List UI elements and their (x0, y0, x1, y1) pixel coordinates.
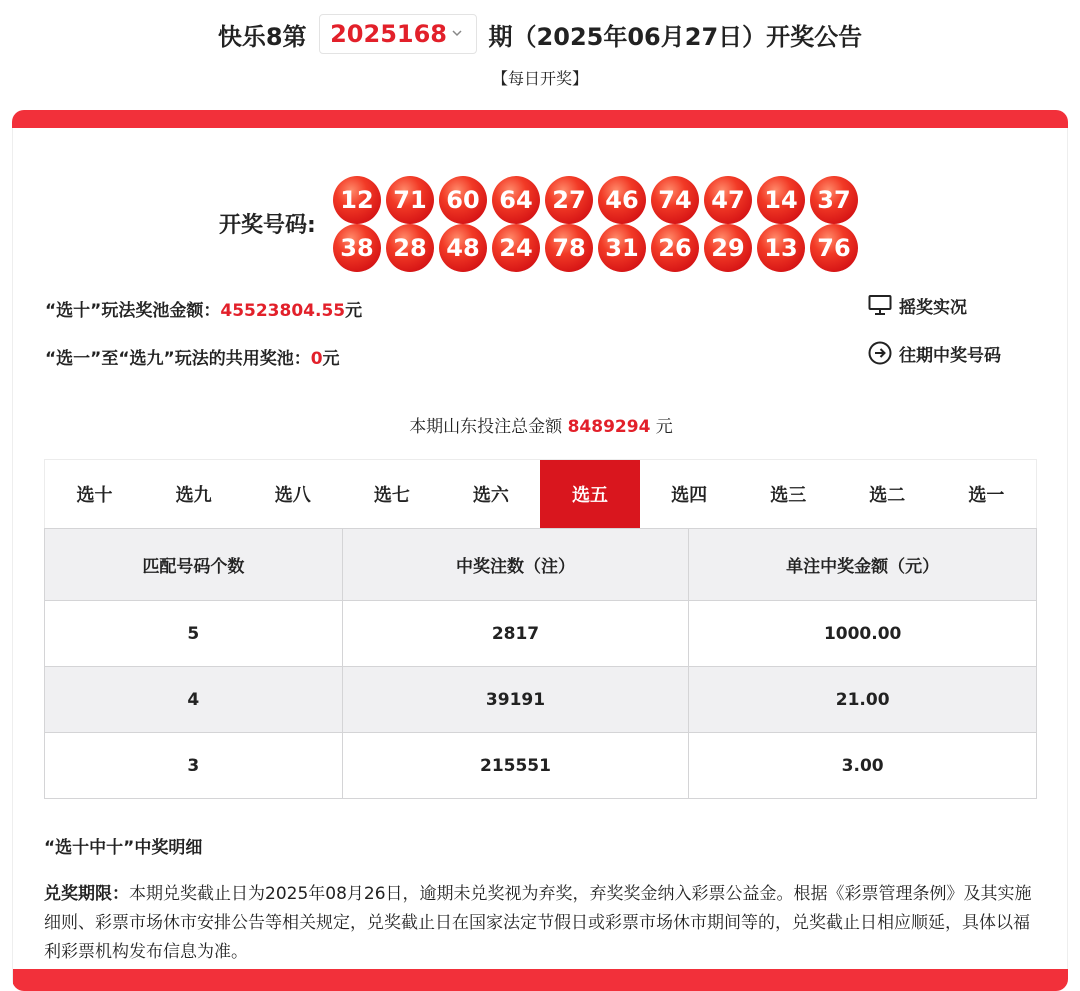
history-label: 往期中奖号码 (899, 345, 1001, 366)
number-ball: 48 (439, 224, 487, 272)
tab-select10[interactable]: 选十 (76, 485, 113, 506)
title-suffix: 期（2025年06月27日）开奖公告 (488, 22, 863, 51)
column-header: 中奖注数（注） (342, 529, 689, 601)
number-ball: 13 (757, 224, 805, 272)
column-header: 匹配号码个数 (45, 529, 343, 601)
live-draw-link[interactable] (867, 292, 967, 318)
monitor-icon (867, 292, 893, 318)
tab-select5[interactable]: 选五 (540, 460, 639, 528)
page-header (0, 12, 1080, 56)
number-ball: 27 (545, 176, 593, 224)
number-ball: 26 (651, 224, 699, 272)
number-ball: 46 (598, 176, 646, 224)
draw-row-2 (333, 224, 873, 272)
notice-text: 本期兑奖截止日为2025年08月26日，逾期未兑奖视为弃奖，弃奖奖金纳入彩票公益金。根据《彩票管理条例》及其实施细则、彩票市场休市安排公告等相关规定，兑奖截止日在国家法定节假日或彩票市场休市期间等的，兑奖截止日相应顺延，具体以福利彩票机构发布信息为准。 (44, 884, 1032, 962)
page-subtitle: 【每日开奖】 (491, 69, 588, 88)
table-cell: 3 (45, 733, 343, 799)
draw-numbers (333, 176, 873, 272)
number-ball: 47 (704, 176, 752, 224)
title-prefix: 快乐8第 (217, 22, 307, 51)
number-ball: 76 (810, 224, 858, 272)
card-body (12, 128, 1068, 991)
table-cell: 39191 (342, 667, 689, 733)
number-ball: 37 (810, 176, 858, 224)
table-cell: 215551 (342, 733, 689, 799)
pool-select10-unit: 元 (345, 301, 363, 321)
play-type-tabs (44, 459, 1037, 529)
number-ball: 38 (333, 224, 381, 272)
tab-select9[interactable]: 选九 (175, 485, 212, 506)
tab-select1[interactable]: 选一 (968, 485, 1005, 506)
history-link[interactable] (867, 340, 1001, 366)
card-top-bar (12, 110, 1068, 128)
number-ball: 14 (757, 176, 805, 224)
table-row (45, 733, 1037, 799)
result-card (12, 110, 1068, 991)
number-ball: 31 (598, 224, 646, 272)
total-prefix: 本期山东投注总金额 (409, 417, 568, 437)
prize-table (44, 528, 1037, 799)
table-header-row (45, 529, 1037, 601)
number-ball: 64 (492, 176, 540, 224)
table-cell: 2817 (342, 601, 689, 667)
arrow-circle-right-icon (867, 340, 893, 366)
tab-select6[interactable]: 选六 (472, 485, 509, 506)
notice-label: 兑奖期限： (44, 884, 129, 904)
claim-deadline-notice (44, 880, 1034, 967)
issue-select-value: 2025168 (330, 20, 447, 48)
table-cell: 21.00 (689, 667, 1037, 733)
total-suffix: 元 (650, 417, 673, 437)
tab-select8[interactable]: 选八 (274, 485, 311, 506)
number-ball: 71 (386, 176, 434, 224)
jackpot-detail-title: “选十中十”中奖明细 (44, 838, 203, 858)
pool-select10 (45, 296, 362, 321)
number-ball: 29 (704, 224, 752, 272)
table-cell: 5 (45, 601, 343, 667)
pool-shared-label: “选一”至“选九”玩法的共用奖池： (45, 349, 311, 369)
table-row (45, 601, 1037, 667)
issue-select[interactable] (319, 14, 477, 54)
chevron-down-icon (450, 26, 464, 40)
table-cell: 4 (45, 667, 343, 733)
pool-shared-value: 0 (310, 349, 323, 369)
tab-select2[interactable]: 选二 (869, 485, 906, 506)
tab-select7[interactable]: 选七 (373, 485, 410, 506)
number-ball: 60 (439, 176, 487, 224)
number-ball: 74 (651, 176, 699, 224)
table-cell: 1000.00 (689, 601, 1037, 667)
number-ball: 12 (333, 176, 381, 224)
tab-select3[interactable]: 选三 (770, 485, 807, 506)
pool-select10-value: 45523804.55 (220, 301, 346, 321)
draw-row-1 (333, 176, 873, 224)
number-ball: 28 (386, 224, 434, 272)
card-bottom-bar (13, 969, 1068, 991)
table-row (45, 667, 1037, 733)
live-draw-label: 摇奖实况 (899, 297, 967, 318)
pool-shared (45, 344, 340, 369)
tab-select4[interactable]: 选四 (671, 485, 708, 506)
total-value: 8489294 (567, 417, 651, 437)
table-cell: 3.00 (689, 733, 1037, 799)
draw-numbers-label: 开奖号码: (219, 213, 316, 238)
number-ball: 24 (492, 224, 540, 272)
pool-select10-label: “选十”玩法奖池金额： (45, 301, 221, 321)
pool-shared-unit: 元 (322, 349, 340, 369)
column-header: 单注中奖金额（元） (689, 529, 1037, 601)
total-bet-amount (13, 412, 1068, 437)
number-ball: 78 (545, 224, 593, 272)
